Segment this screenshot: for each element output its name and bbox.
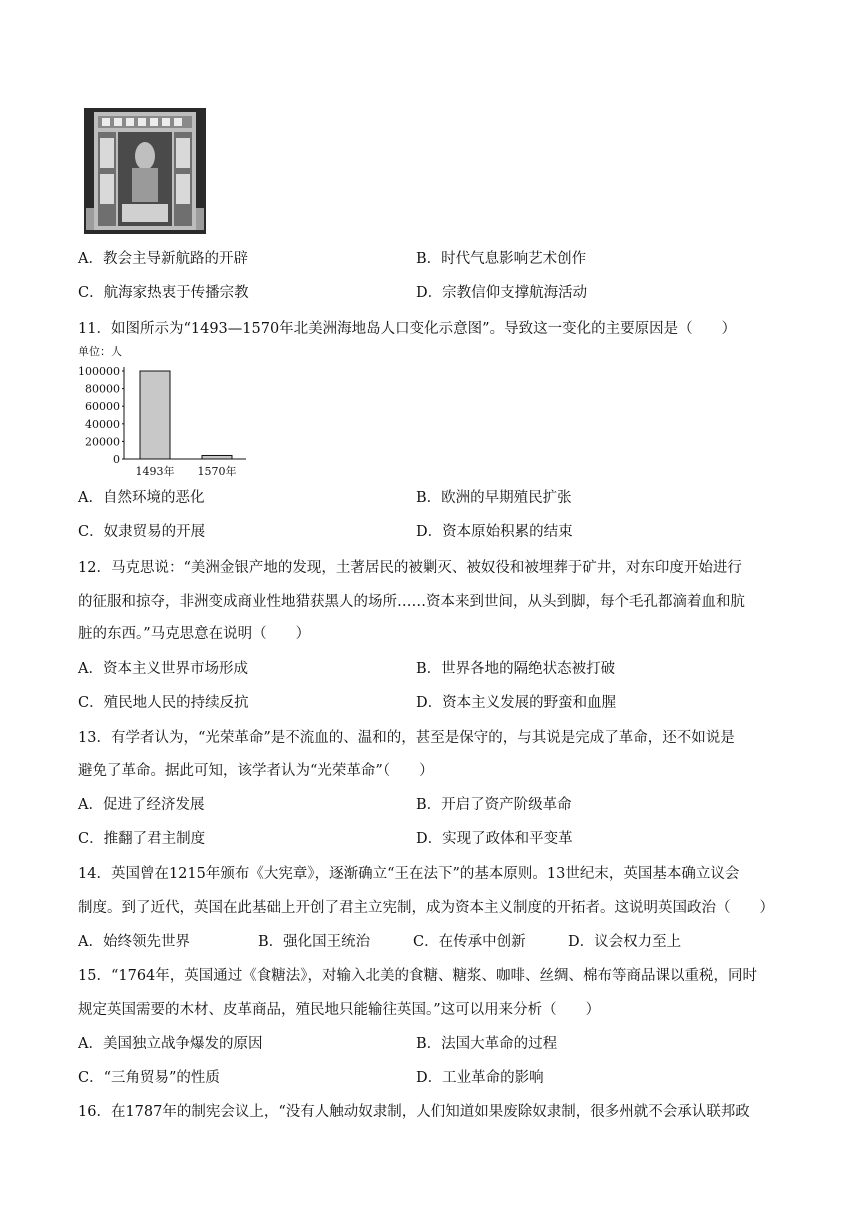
q11-options-2 [78, 522, 798, 544]
y-tick-label: 0 [113, 453, 120, 466]
chart-ylabel: 单位：人 [78, 345, 122, 358]
q15-option-a[interactable]: A．美国独立战争爆发的原因 [78, 1036, 263, 1052]
q14-stem-line-2: 制度。到了近代，英国在此基础上开创了君主立宪制，成为资本主义制度的开拓者。这说明英国政治（ ） [78, 900, 774, 916]
q12-options-2 [78, 693, 798, 715]
q13-options-2 [78, 829, 798, 851]
q15-stem-line-1: 15．“1764年，英国通过《食糖法》，对输入北美的食糖、糖浆、咖啡、丝绸、棉布等商品课以重税，同时 [78, 968, 758, 984]
q12-stem-line-3: 脏的东西。”马克思意在说明（ ） [78, 626, 311, 642]
q11-option-d[interactable]: D．资本原始积累的结束 [416, 524, 573, 540]
q12-option-d[interactable]: D．资本主义发展的野蛮和血腥 [416, 695, 617, 711]
q10-option-d[interactable]: D．宗教信仰支撑航海活动 [416, 285, 588, 301]
q10-option-a[interactable]: A．教会主导新航路的开辟 [78, 251, 248, 267]
q15-option-c[interactable]: C．“三角贸易”的性质 [78, 1070, 220, 1086]
q11-stem: 11．如图所示为“1493—1570年北美洲海地岛人口变化示意图”。导致这一变化的主要原因是（ ） [78, 321, 737, 337]
q14-option-d[interactable]: D．议会权力至上 [568, 934, 682, 950]
q13-stem-line-2: 避免了革命。据此可知，该学者认为“光荣革命”（ ） [78, 763, 434, 779]
x-tick-label: 1570年 [197, 465, 237, 478]
q13-stem-line-1: 13．有学者认为，“光荣革命”是不流血的、温和的，甚至是保守的，与其说是完成了革命，还不如说是 [78, 730, 735, 746]
q11-option-c[interactable]: C．奴隶贸易的开展 [78, 524, 206, 540]
q16-stem-line-1: 16．在1787年的制宪会议上，“没有人触动奴隶制，人们知道如果废除奴隶制，很多州就不会承认联邦政 [78, 1104, 750, 1120]
q11-option-b[interactable]: B．欧洲的早期殖民扩张 [416, 490, 572, 506]
q10-option-c[interactable]: C．航海家热衷于传播宗教 [78, 285, 249, 301]
q13-options [78, 795, 798, 817]
q12-options [78, 659, 798, 681]
q12-option-c[interactable]: C．殖民地人民的持续反抗 [78, 695, 249, 711]
altarpiece-image [84, 108, 206, 234]
y-tick-label: 60000 [85, 400, 120, 414]
x-tick-label: 1493年 [135, 465, 175, 478]
q15-options-2 [78, 1068, 798, 1090]
q13-option-c[interactable]: C．推翻了君主制度 [78, 831, 206, 847]
q12-stem-line-1: 12．马克思说：“美洲金银产地的发现，土著居民的被剿灭、被奴役和被埋葬于矿井，对东印度开始进行 [78, 560, 742, 576]
q15-option-d[interactable]: D．工业革命的影响 [416, 1070, 544, 1086]
q10-options-2 [78, 283, 798, 305]
y-tick-label: 100000 [78, 365, 120, 378]
q12-option-a[interactable]: A．资本主义世界市场形成 [78, 661, 248, 677]
q11-options [78, 488, 798, 510]
bar-1493 [140, 371, 170, 459]
q12-option-b[interactable]: B．世界各地的隔绝状态被打破 [416, 661, 616, 677]
q11-option-a[interactable]: A．自然环境的恶化 [78, 490, 205, 506]
q14-option-c[interactable]: C．在传承中创新 [413, 934, 526, 950]
y-tick-label: 20000 [85, 435, 120, 449]
q13-option-a[interactable]: A．促进了经济发展 [78, 797, 205, 813]
q12-stem-line-2: 的征服和掠夺，非洲变成商业性地猎获黑人的场所……资本来到世间，从头到脚，每个毛孔都滴着血和肮 [78, 594, 745, 610]
q13-option-d[interactable]: D．实现了政体和平变革 [416, 831, 573, 847]
q15-stem-line-2: 规定英国需要的木材、皮革商品，殖民地只能输往英国。”这可以用来分析（ ） [78, 1002, 601, 1018]
y-tick-label: 80000 [85, 382, 120, 396]
q14-options [78, 932, 798, 954]
y-tick-label: 40000 [85, 417, 120, 431]
bar-1570 [202, 455, 232, 459]
q14-option-a[interactable]: A．始终领先世界 [78, 934, 190, 950]
q15-option-b[interactable]: B．法国大革命的过程 [416, 1036, 558, 1052]
q10-option-b[interactable]: B．时代气息影响艺术创作 [416, 251, 587, 267]
q13-option-b[interactable]: B．开启了资产阶级革命 [416, 797, 572, 813]
q14-option-b[interactable]: B．强化国王统治 [258, 934, 371, 950]
q15-options [78, 1034, 798, 1056]
population-bar-chart [76, 343, 266, 478]
q10-options [78, 249, 798, 271]
q14-stem-line-1: 14．英国曾在1215年颁布《大宪章》，逐渐确立“王在法下”的基本原则。13世纪末，英国基本确立议会 [78, 866, 740, 882]
